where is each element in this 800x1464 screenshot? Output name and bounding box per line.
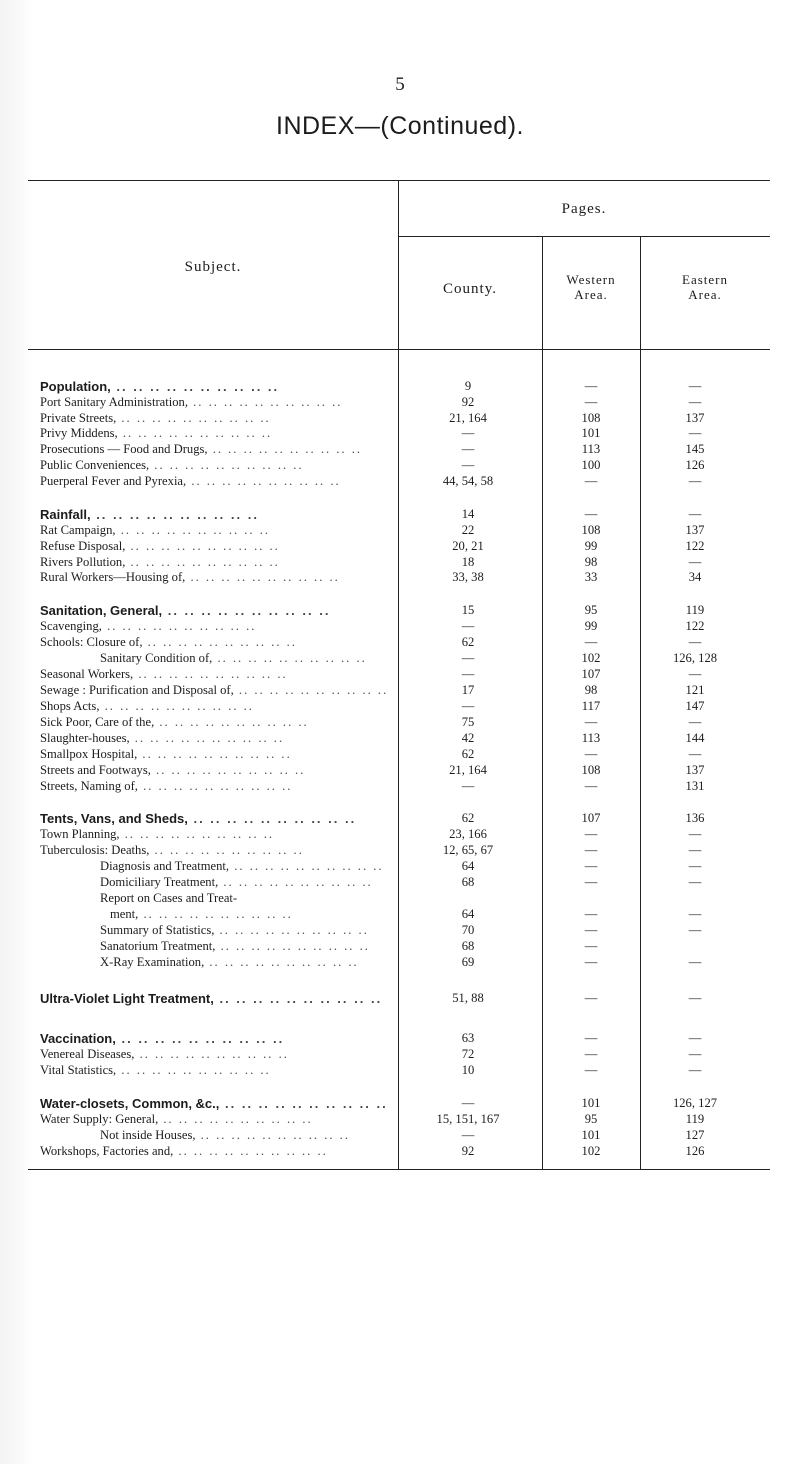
western-area-cell: 101 bbox=[581, 1096, 601, 1110]
subject-label: Refuse Disposal, bbox=[40, 539, 126, 553]
county-cell: — bbox=[461, 442, 475, 456]
leader-dots: .. .. .. .. .. .. .. .. .. .. bbox=[149, 458, 304, 472]
table-row bbox=[0, 555, 800, 570]
subject-label: Sanitary Condition of, bbox=[100, 651, 213, 665]
eastern-area-cell: — bbox=[688, 747, 702, 761]
leader-dots: .. .. .. .. .. .. .. .. .. .. bbox=[185, 570, 340, 584]
subject-label: Puerperal Fever and Pyrexia, bbox=[40, 474, 187, 488]
eastern-area-cell: — bbox=[688, 991, 702, 1005]
county-cell: 14 bbox=[461, 507, 475, 521]
table-row bbox=[0, 699, 800, 714]
subject-label: X-Ray Examination, bbox=[100, 955, 205, 969]
subject-cell bbox=[100, 923, 369, 938]
western-area-cell: 98 bbox=[584, 683, 598, 697]
eastern-area-cell: — bbox=[688, 955, 702, 969]
western-area-cell: 108 bbox=[581, 411, 601, 425]
leader-dots: .. .. .. .. .. .. .. .. .. .. bbox=[119, 827, 275, 841]
subject-cell bbox=[100, 859, 384, 874]
eastern-area-cell: — bbox=[688, 1031, 702, 1045]
leader-dots: .. .. .. .. .. .. .. .. .. .. bbox=[204, 955, 359, 969]
county-cell: 63 bbox=[461, 1031, 475, 1045]
pages-header: Pages. bbox=[561, 201, 607, 217]
table-row bbox=[0, 939, 800, 954]
table-row bbox=[0, 651, 800, 666]
subject-label: Population, bbox=[40, 379, 111, 394]
subject-label: Vital Statistics, bbox=[40, 1063, 117, 1077]
table-row bbox=[0, 619, 800, 634]
table-row bbox=[0, 1096, 800, 1111]
western-area-cell: 102 bbox=[581, 651, 601, 665]
western-area-cell: — bbox=[584, 923, 598, 937]
table-row bbox=[0, 1047, 800, 1062]
subject-label: Tents, Vans, and Sheds, bbox=[40, 811, 188, 826]
leader-dots: .. .. .. .. .. .. .. .. .. .. bbox=[142, 635, 297, 649]
leader-dots: .. .. .. .. .. .. .. .. .. .. bbox=[187, 395, 343, 409]
subject-label: Water-closets, Common, &c., bbox=[40, 1096, 220, 1111]
table-row bbox=[0, 843, 800, 858]
western-area-cell: — bbox=[584, 1047, 598, 1061]
eastern-area-cell: 136 bbox=[685, 811, 705, 825]
western-area-cell: — bbox=[584, 939, 598, 953]
county-cell: 72 bbox=[461, 1047, 475, 1061]
table-row bbox=[0, 955, 800, 970]
leader-dots: .. .. .. .. .. .. .. .. .. .. bbox=[117, 426, 273, 440]
leader-dots: .. .. .. .. .. .. .. .. .. .. bbox=[129, 731, 285, 745]
leader-dots: .. .. .. .. .. .. .. .. .. .. bbox=[138, 907, 293, 921]
leader-dots: .. .. .. .. .. .. .. .. .. .. bbox=[215, 939, 370, 953]
table-row bbox=[0, 779, 800, 794]
subject-label: Privy Middens, bbox=[40, 426, 118, 440]
county-cell: 64 bbox=[461, 859, 475, 873]
subject-cell bbox=[40, 715, 360, 730]
table-row bbox=[0, 891, 800, 906]
subject-cell bbox=[100, 891, 360, 906]
subject-cell bbox=[40, 474, 360, 489]
western-area-cell: 33 bbox=[584, 570, 598, 584]
eastern-area-cell: 121 bbox=[685, 683, 705, 697]
eastern-area-cell: 126 bbox=[685, 1144, 705, 1158]
subject-cell bbox=[40, 747, 360, 762]
eastern-area-cell: 144 bbox=[685, 731, 705, 745]
leader-dots: .. .. .. .. .. .. .. .. .. .. bbox=[90, 507, 259, 522]
table-row bbox=[0, 395, 800, 410]
subject-label: Private Streets, bbox=[40, 411, 117, 425]
table-row bbox=[0, 667, 800, 682]
table-row bbox=[0, 507, 800, 522]
subject-cell bbox=[40, 379, 360, 394]
western-area-cell: — bbox=[584, 474, 598, 488]
subject-label: Rural Workers—Housing of, bbox=[40, 570, 186, 584]
county-cell: 15, 151, 167 bbox=[436, 1112, 500, 1126]
county-cell: 10 bbox=[461, 1063, 475, 1077]
table-row bbox=[0, 731, 800, 746]
subject-cell bbox=[40, 811, 360, 826]
eastern-area-cell: — bbox=[688, 1047, 702, 1061]
subject-label: Vaccination, bbox=[40, 1031, 116, 1046]
subject-label: Tuberculosis: Deaths, bbox=[40, 843, 150, 857]
table-row bbox=[0, 1144, 800, 1159]
subject-label: Streets, Naming of, bbox=[40, 779, 138, 793]
subject-cell bbox=[40, 539, 360, 554]
subject-cell bbox=[40, 779, 360, 794]
eastern-area-cell: 119 bbox=[685, 1112, 705, 1126]
subject-label: Rat Campaign, bbox=[40, 523, 116, 537]
western-area-cell: — bbox=[584, 395, 598, 409]
county-cell: 62 bbox=[461, 635, 475, 649]
eastern-area-cell: 122 bbox=[685, 539, 705, 553]
subject-label: Diagnosis and Treatment, bbox=[100, 859, 230, 873]
western-area-cell: — bbox=[584, 843, 598, 857]
leader-dots: .. .. .. .. .. .. .. .. .. .. bbox=[99, 699, 254, 713]
eastern-area-cell: 126, 128 bbox=[672, 651, 718, 665]
subject-cell bbox=[100, 651, 367, 666]
county-cell: 9 bbox=[464, 379, 472, 393]
county-cell: 21, 164 bbox=[449, 411, 487, 425]
western-area-cell: — bbox=[584, 379, 598, 393]
subject-label: Shops Acts, bbox=[40, 699, 100, 713]
leader-dots: .. .. .. .. .. .. .. .. .. .. bbox=[133, 667, 288, 681]
subject-label: Venereal Diseases, bbox=[40, 1047, 135, 1061]
western-area-cell: — bbox=[584, 859, 598, 873]
subject-label: Sick Poor, Care of the, bbox=[40, 715, 155, 729]
leader-dots: .. .. .. .. .. .. .. .. .. .. bbox=[229, 859, 384, 873]
eastern-area-cell: 127 bbox=[685, 1128, 705, 1142]
leader-dots: .. .. .. .. .. .. .. .. .. .. bbox=[186, 474, 341, 488]
subject-label: Summary of Statistics, bbox=[100, 923, 215, 937]
western-area-cell: — bbox=[584, 747, 598, 761]
leader-dots: .. .. .. .. .. .. .. .. .. .. bbox=[125, 555, 280, 569]
table-row bbox=[0, 379, 800, 394]
table-row bbox=[0, 1128, 800, 1143]
western-area-cell: — bbox=[584, 1063, 598, 1077]
western-area-cell: — bbox=[584, 779, 598, 793]
leader-dots: .. .. .. .. .. .. .. .. .. .. bbox=[218, 875, 373, 889]
table-row bbox=[0, 474, 800, 489]
subject-label: Port Sanitary Administration, bbox=[40, 395, 188, 409]
leader-dots: .. .. .. .. .. .. .. .. .. .. bbox=[149, 843, 304, 857]
eastern-area-cell: — bbox=[688, 395, 702, 409]
western-area-cell: — bbox=[584, 955, 598, 969]
leader-dots: .. .. .. .. .. .. .. .. .. .. bbox=[115, 523, 271, 537]
county-cell: 51, 88 bbox=[452, 991, 484, 1005]
western-area-cell: — bbox=[584, 635, 598, 649]
table-row bbox=[0, 603, 800, 618]
subject-label: Scavenging, bbox=[40, 619, 102, 633]
western-area-cell: 107 bbox=[581, 811, 601, 825]
subject-cell bbox=[110, 907, 360, 922]
subject-cell bbox=[40, 683, 389, 698]
subject-header: Subject. bbox=[184, 259, 242, 275]
subject-label: Not inside Houses, bbox=[100, 1128, 196, 1142]
subject-cell bbox=[40, 699, 360, 714]
table-row bbox=[0, 923, 800, 938]
county-cell: 70 bbox=[461, 923, 475, 937]
eastern-area-header: Eastern Area. bbox=[682, 272, 728, 302]
leader-dots: .. .. .. .. .. .. .. .. .. .. bbox=[110, 379, 280, 394]
western-area-cell: — bbox=[584, 715, 598, 729]
eastern-area-cell: 119 bbox=[685, 603, 705, 617]
leader-dots: .. .. .. .. .. .. .. .. .. .. bbox=[212, 651, 367, 665]
subject-label: Sanitation, General, bbox=[40, 603, 163, 618]
western-area-cell: 113 bbox=[581, 442, 601, 456]
leader-dots: .. .. .. .. .. .. .. .. .. .. bbox=[214, 923, 369, 937]
subject-cell bbox=[40, 1144, 360, 1159]
eastern-area-cell: 137 bbox=[685, 763, 705, 777]
subject-label: Workshops, Factories and, bbox=[40, 1144, 174, 1158]
leader-dots: .. .. .. .. .. .. .. .. .. .. bbox=[101, 619, 257, 633]
leader-dots: .. .. .. .. .. .. .. .. .. .. bbox=[150, 763, 306, 777]
leader-dots: .. .. .. .. .. .. .. .. .. .. bbox=[158, 1112, 313, 1126]
table-row bbox=[0, 539, 800, 554]
subject-label: Ultra-Violet Light Treatment, bbox=[40, 991, 214, 1006]
table-row bbox=[0, 859, 800, 874]
table-row bbox=[0, 1112, 800, 1127]
subject-label: Rivers Pollution, bbox=[40, 555, 126, 569]
leader-dots: .. .. .. .. .. .. .. .. .. .. bbox=[137, 747, 292, 761]
county-cell: — bbox=[461, 667, 475, 681]
subject-label: Prosecutions — Food and Drugs, bbox=[40, 442, 208, 456]
county-cell: — bbox=[461, 426, 475, 440]
subject-label: Rainfall, bbox=[40, 507, 91, 522]
western-area-cell: 108 bbox=[581, 523, 601, 537]
leader-dots: .. .. .. .. .. .. .. .. .. .. bbox=[162, 603, 331, 618]
eastern-area-cell: — bbox=[688, 667, 702, 681]
table-row bbox=[0, 763, 800, 778]
western-area-cell: 101 bbox=[581, 426, 601, 440]
subject-cell bbox=[40, 1112, 360, 1127]
subject-label: ment, bbox=[110, 907, 139, 921]
subject-label: Town Planning, bbox=[40, 827, 120, 841]
county-cell: 20, 21 bbox=[452, 539, 484, 553]
eastern-area-cell: — bbox=[688, 555, 702, 569]
page-title: INDEX—(Continued). bbox=[276, 112, 524, 140]
eastern-area-cell: — bbox=[688, 635, 702, 649]
subject-cell bbox=[40, 1063, 360, 1078]
table-row bbox=[0, 715, 800, 730]
leader-dots: .. .. .. .. .. .. .. .. .. .. bbox=[137, 779, 293, 793]
western-area-cell: 98 bbox=[584, 555, 598, 569]
western-area-cell: 100 bbox=[581, 458, 601, 472]
table-row bbox=[0, 635, 800, 650]
subject-label: Smallpox Hospital, bbox=[40, 747, 138, 761]
western-area-cell: — bbox=[584, 1031, 598, 1045]
subject-label: Report on Cases and Treat- bbox=[100, 891, 238, 905]
subject-cell bbox=[40, 507, 360, 522]
county-cell: 68 bbox=[461, 875, 475, 889]
county-cell: 23, 166 bbox=[449, 827, 487, 841]
table-row bbox=[0, 811, 800, 826]
subject-cell bbox=[40, 667, 360, 682]
leader-dots: .. .. .. .. .. .. .. .. .. .. bbox=[154, 715, 309, 729]
subject-cell bbox=[40, 555, 360, 570]
subject-label: Public Conveniences, bbox=[40, 458, 150, 472]
eastern-area-cell: — bbox=[688, 426, 702, 440]
county-cell: 12, 65, 67 bbox=[442, 843, 494, 857]
county-cell: — bbox=[461, 779, 475, 793]
county-cell: — bbox=[461, 458, 475, 472]
subject-cell bbox=[40, 763, 360, 778]
eastern-area-cell: — bbox=[688, 859, 702, 873]
subject-cell bbox=[100, 955, 360, 970]
table-row bbox=[0, 411, 800, 426]
western-area-header: Western Area. bbox=[566, 272, 616, 302]
table-row bbox=[0, 683, 800, 698]
western-area-cell: — bbox=[584, 907, 598, 921]
eastern-area-cell: 137 bbox=[685, 411, 705, 425]
western-area-cell: 99 bbox=[584, 619, 598, 633]
western-area-cell: 117 bbox=[581, 699, 601, 713]
county-cell: 92 bbox=[461, 395, 475, 409]
eastern-area-cell: — bbox=[688, 715, 702, 729]
eastern-area-cell: — bbox=[688, 907, 702, 921]
county-cell: 62 bbox=[461, 811, 475, 825]
county-cell: 44, 54, 58 bbox=[442, 474, 494, 488]
table-row bbox=[0, 570, 800, 585]
subject-cell bbox=[40, 731, 360, 746]
leader-dots: .. .. .. .. .. .. .. .. .. .. bbox=[134, 1047, 289, 1061]
subject-cell bbox=[40, 635, 360, 650]
subject-cell bbox=[100, 939, 370, 954]
county-cell: 75 bbox=[461, 715, 475, 729]
county-cell: 68 bbox=[461, 939, 475, 953]
county-header: County. bbox=[443, 281, 497, 297]
eastern-area-cell: 137 bbox=[685, 523, 705, 537]
western-area-cell: 102 bbox=[581, 1144, 601, 1158]
subject-cell bbox=[40, 603, 360, 618]
subject-cell bbox=[40, 570, 360, 585]
table-row bbox=[0, 907, 800, 922]
table-row bbox=[0, 1063, 800, 1078]
western-area-cell: 95 bbox=[584, 1112, 598, 1126]
subject-label: Sewage : Purification and Disposal of, bbox=[40, 683, 234, 697]
subject-label: Seasonal Workers, bbox=[40, 667, 134, 681]
leader-dots: .. .. .. .. .. .. .. .. .. .. bbox=[116, 1063, 271, 1077]
western-area-cell: 113 bbox=[581, 731, 601, 745]
eastern-area-cell: 34 bbox=[688, 570, 702, 584]
table-row bbox=[0, 1031, 800, 1046]
table-row bbox=[0, 991, 800, 1006]
county-cell: — bbox=[461, 699, 475, 713]
eastern-area-cell: — bbox=[688, 843, 702, 857]
leader-dots: .. .. .. .. .. .. .. .. .. .. bbox=[173, 1144, 328, 1158]
leader-dots: .. .. .. .. .. .. .. .. .. .. bbox=[213, 991, 383, 1006]
eastern-area-cell: 131 bbox=[685, 779, 705, 793]
table-row bbox=[0, 875, 800, 890]
table-row bbox=[0, 827, 800, 842]
eastern-area-cell: 126 bbox=[685, 458, 705, 472]
leader-dots: .. .. .. .. .. .. .. .. .. .. bbox=[125, 539, 280, 553]
county-cell: — bbox=[461, 1128, 475, 1142]
table-row bbox=[0, 747, 800, 762]
county-cell: 21, 164 bbox=[449, 763, 487, 777]
western-area-cell: 108 bbox=[581, 763, 601, 777]
county-cell: 17 bbox=[461, 683, 475, 697]
subject-cell bbox=[40, 1031, 360, 1046]
leader-dots: .. .. .. .. .. .. .. .. .. .. bbox=[207, 442, 363, 456]
western-area-cell: — bbox=[584, 875, 598, 889]
subject-label: Domiciliary Treatment, bbox=[100, 875, 219, 889]
subject-cell bbox=[40, 395, 360, 410]
subject-label: Water Supply: General, bbox=[40, 1112, 159, 1126]
eastern-area-cell: — bbox=[688, 875, 702, 889]
county-cell: 92 bbox=[461, 1144, 475, 1158]
western-area-cell: 99 bbox=[584, 539, 598, 553]
western-area-cell: — bbox=[584, 827, 598, 841]
county-cell: 64 bbox=[461, 907, 475, 921]
eastern-area-cell: — bbox=[688, 1063, 702, 1077]
western-area-cell: 101 bbox=[581, 1128, 601, 1142]
western-area-cell: 95 bbox=[584, 603, 598, 617]
subject-cell bbox=[40, 442, 363, 457]
table-row bbox=[0, 458, 800, 473]
table-row bbox=[0, 442, 800, 457]
western-area-cell: — bbox=[584, 507, 598, 521]
leader-dots: .. .. .. .. .. .. .. .. .. .. bbox=[219, 1096, 388, 1111]
leader-dots: .. .. .. .. .. .. .. .. .. .. bbox=[115, 1031, 285, 1046]
western-area-cell: — bbox=[584, 991, 598, 1005]
county-cell: 15 bbox=[461, 603, 475, 617]
eastern-area-cell: — bbox=[688, 507, 702, 521]
subject-cell bbox=[40, 1047, 360, 1062]
eastern-area-cell: 145 bbox=[685, 442, 705, 456]
county-cell: 62 bbox=[461, 747, 475, 761]
subject-cell bbox=[40, 827, 360, 842]
eastern-area-cell: — bbox=[688, 923, 702, 937]
table-row bbox=[0, 523, 800, 538]
subject-label: Sanatorium Treatment, bbox=[100, 939, 216, 953]
county-cell: 33, 38 bbox=[452, 570, 484, 584]
table-row bbox=[0, 426, 800, 441]
subject-cell bbox=[40, 411, 360, 426]
leader-dots: .. .. .. .. .. .. .. .. .. .. bbox=[116, 411, 271, 425]
subject-cell bbox=[40, 523, 360, 538]
eastern-area-cell: — bbox=[688, 474, 702, 488]
eastern-area-cell: 147 bbox=[685, 699, 705, 713]
county-cell: 69 bbox=[461, 955, 475, 969]
subject-cell bbox=[40, 843, 360, 858]
eastern-area-cell: 122 bbox=[685, 619, 705, 633]
county-cell: 42 bbox=[461, 731, 475, 745]
county-cell: 22 bbox=[461, 523, 475, 537]
subject-label: Slaughter-houses, bbox=[40, 731, 130, 745]
leader-dots: .. .. .. .. .. .. .. .. .. .. bbox=[187, 811, 357, 826]
leader-dots: .. .. .. .. .. .. .. .. .. .. bbox=[233, 683, 389, 697]
subject-cell bbox=[40, 1096, 388, 1111]
subject-cell bbox=[40, 426, 360, 441]
county-cell: — bbox=[461, 1096, 475, 1110]
eastern-area-cell: — bbox=[688, 379, 702, 393]
eastern-area-cell: 126, 127 bbox=[672, 1096, 718, 1110]
subject-cell bbox=[40, 619, 360, 634]
subject-cell bbox=[40, 458, 360, 473]
subject-cell bbox=[40, 991, 383, 1006]
western-area-cell: 107 bbox=[581, 667, 601, 681]
subject-label: Streets and Footways, bbox=[40, 763, 151, 777]
subject-cell bbox=[100, 875, 373, 890]
subject-label: Schools: Closure of, bbox=[40, 635, 143, 649]
page-number: 5 bbox=[395, 74, 405, 95]
eastern-area-cell: — bbox=[688, 827, 702, 841]
leader-dots: .. .. .. .. .. .. .. .. .. .. bbox=[195, 1128, 350, 1142]
county-cell: — bbox=[461, 651, 475, 665]
county-cell: 18 bbox=[461, 555, 475, 569]
subject-cell bbox=[100, 1128, 360, 1143]
county-cell: — bbox=[461, 619, 475, 633]
